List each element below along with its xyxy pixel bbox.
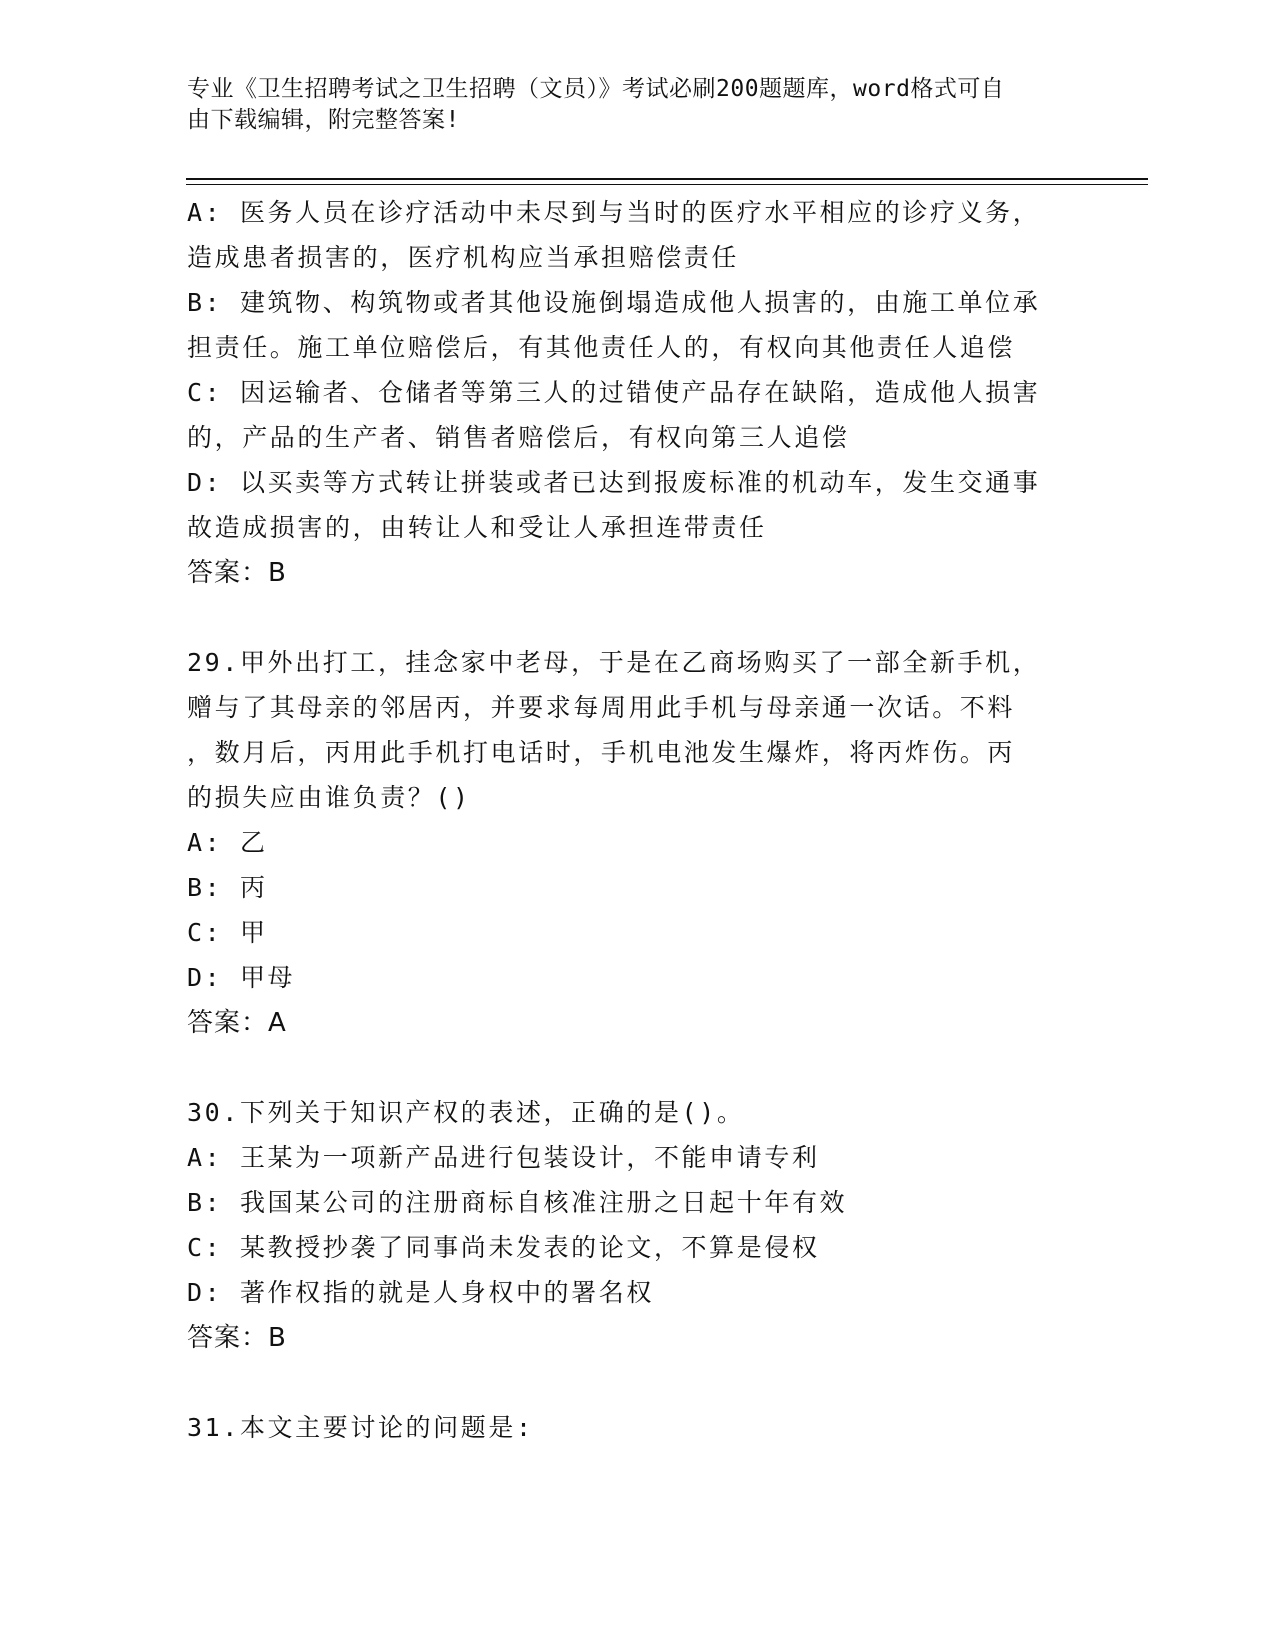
option-d-line-1: D: 以买卖等方式转让拼装或者已达到报废标准的机动车，发生交通事 — [187, 468, 1041, 497]
option-d: D: 甲母 — [187, 963, 296, 992]
question-28-options — [187, 190, 1087, 596]
answer-label: 答案：B — [187, 1323, 287, 1353]
question-stem: 31.本文主要讨论的问题是: — [187, 1413, 534, 1442]
document-header — [187, 74, 1067, 136]
option-b: B: 丙 — [187, 873, 268, 902]
option-c-line-2: 的，产品的生产者、销售者赔偿后，有权向第三人追偿 — [187, 423, 850, 452]
option-b-line-2: 担责任。施工单位赔偿后，有其他责任人的，有权向其他责任人追偿 — [187, 333, 1016, 362]
question-list — [187, 190, 1087, 1450]
option-c-line-1: C: 因运输者、仓储者等第三人的过错使产品存在缺陷，造成他人损害 — [187, 378, 1041, 407]
question-stem-line-2: 赠与了其母亲的邻居丙，并要求每周用此手机与母亲通一次话。不料 — [187, 693, 1016, 722]
question-stem: 30.下列关于知识产权的表述，正确的是()。 — [187, 1098, 745, 1127]
answer-label: 答案：A — [187, 1008, 287, 1038]
question-spacer — [187, 596, 1087, 640]
option-a: A: 乙 — [187, 828, 268, 857]
question-stem-line-1: 29.甲外出打工，挂念家中老母，于是在乙商场购买了一部全新手机， — [187, 648, 1041, 677]
option-b-line-1: B: 建筑物、构筑物或者其他设施倒塌造成他人损害的，由施工单位承 — [187, 288, 1041, 317]
option-c: C: 某教授抄袭了同事尚未发表的论文，不算是侵权 — [187, 1233, 820, 1262]
question-30 — [187, 1090, 1087, 1361]
question-29 — [187, 640, 1087, 1046]
answer-label: 答案：B — [187, 558, 287, 588]
option-b: B: 我国某公司的注册商标自核准注册之日起十年有效 — [187, 1188, 848, 1217]
option-d: D: 著作权指的就是人身权中的署名权 — [187, 1278, 654, 1307]
option-a: A: 王某为一项新产品进行包装设计，不能申请专利 — [187, 1143, 820, 1172]
header-line-1: 专业《卫生招聘考试之卫生招聘（文员）》考试必刷200题题库，word格式可自 — [187, 76, 1005, 102]
header-rule-thick — [186, 178, 1148, 180]
header-rule-thin — [186, 184, 1148, 185]
question-31 — [187, 1405, 1087, 1450]
option-a-line-2: 造成患者损害的，医疗机构应当承担赔偿责任 — [187, 243, 740, 272]
header-line-2: 由下载编辑，附完整答案! — [187, 107, 460, 133]
question-stem-line-3: ，数月后，丙用此手机打电话时，手机电池发生爆炸，将丙炸伤。丙 — [187, 738, 1016, 767]
question-spacer — [187, 1046, 1087, 1090]
option-d-line-2: 故造成损害的，由转让人和受让人承担连带责任 — [187, 513, 767, 542]
option-c: C: 甲 — [187, 918, 268, 947]
question-spacer — [187, 1361, 1087, 1405]
option-a-line-1: A: 医务人员在诊疗活动中未尽到与当时的医疗水平相应的诊疗义务， — [187, 198, 1041, 227]
question-stem-line-4: 的损失应由谁负责？() — [187, 783, 471, 812]
